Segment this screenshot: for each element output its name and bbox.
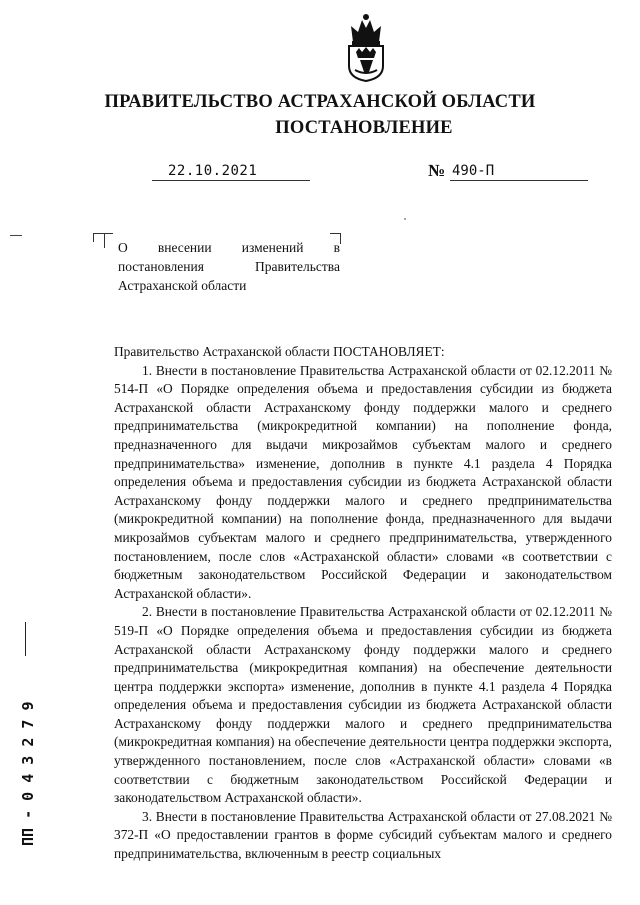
margin-mark	[10, 235, 22, 236]
coat-of-arms-icon	[343, 12, 389, 82]
scan-speck	[404, 218, 406, 220]
resolution-item-2: 2. Внести в постановление Правительства Астраханской области от 02.12.2011 № 519-П «О Порядке определения объема и предоставления субсидии из бюджета Астраханской области Астраханскому фонду поддержки малого и среднего предпринимательства (микрокредитная компания) на обеспечение деятельности центра поддержки экспорта» изменение, дополнив в пункте 4.1 раздела 4 Порядка определения объема и предоставления субсидии из бюджета Астраханской области Астраханскому фонду поддержки малого и среднего предпринимательства (микрокредитная компания) на обеспечение деятельности центра поддержки экспорта, утвержденного постановлением, после слов «Астраханской области» словами «в соответствии с бюджетным законодательством Российской Федерации и законодательством Астраханской области».	[114, 604, 612, 806]
resolution-item-1: 1. Внести в постановление Правительства Астраханской области от 02.12.2011 № 514-П «О Порядке определения объема и предоставления субсидии из бюджета Астраханской области Астраханскому фонду поддержки малого и среднего предпринимательства (микрокредитной компании) на пополнение фонда, предназначенного для выдачи микрозаймов субъектам малого и среднего предпринимательства» изменение, дополнив в пункте 4.1 раздела 4 Порядка определения объема и предоставления субсидии из бюджета Астраханской области Астраханскому фонду поддержки малого и среднего предпринимательства (микрокредитной компании) на пополнение фонда, предназначенного для выдачи микрозаймов субъектам малого и среднего предпринимательства, утвержденного постановлением, после слов «Астраханской области» словами «в соответствии с бюджетным законодательством Российской Федерации и законодательством Астраханской области».	[114, 362, 612, 601]
side-serial-text: ПП - 0 4 3 2 7 9	[19, 701, 37, 846]
side-serial-code	[18, 688, 38, 848]
margin-vertical-line	[25, 622, 26, 656]
resolution-item-3: 3. Внести в постановление Правительства Астраханской области от 27.08.2021 № 372-П «О предоставлении грантов в форме субсидий субъектам малого и среднего предпринимательства, включенным в реестр социальных	[114, 808, 612, 862]
doc-type-title: ПОСТАНОВЛЕНИЕ	[275, 118, 453, 138]
subject-corner-left-inner	[104, 233, 113, 248]
date-underline	[152, 180, 310, 181]
subject-corner-left-outer	[93, 233, 104, 242]
org-title: ПРАВИТЕЛЬСТВО АСТРАХАНСКОЙ ОБЛАСТИ	[104, 92, 536, 112]
document-body	[114, 343, 612, 864]
number-sign: №	[428, 161, 446, 180]
document-subject: О внесении изменений в постановления Правительства Астраханской области	[118, 240, 340, 293]
number-underline	[450, 180, 588, 181]
document-date: 22.10.2021	[168, 163, 258, 179]
resolution-intro: Правительство Астраханской области ПОСТАНОВЛЯЕТ:	[114, 344, 445, 359]
document-number: 490-П	[452, 163, 495, 179]
